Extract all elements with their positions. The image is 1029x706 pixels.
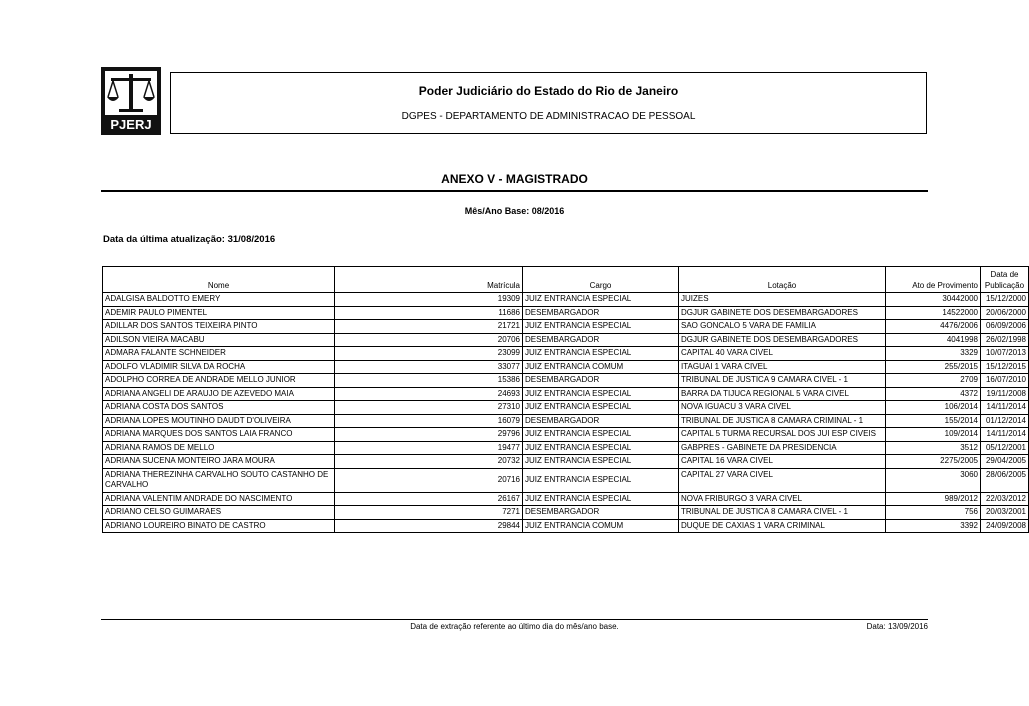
table-row	[103, 347, 1029, 361]
header-box	[170, 72, 927, 134]
cell-position: DESEMBARGADOR	[523, 306, 679, 320]
cell-act: 756	[886, 506, 981, 520]
table-header-row	[103, 267, 1029, 293]
table-row	[103, 441, 1029, 455]
cell-registration: 19477	[335, 441, 523, 455]
table-row	[103, 374, 1029, 388]
cell-date: 19/11/2008	[981, 387, 1029, 401]
cell-registration: 29844	[335, 519, 523, 533]
cell-name: ADRIANA SUCENA MONTEIRO JARA MOURA	[103, 455, 335, 469]
cell-registration: 27310	[335, 401, 523, 415]
cell-registration: 7271	[335, 506, 523, 520]
cell-name: ADILSON VIEIRA MACABU	[103, 333, 335, 347]
cell-act: 30442000	[886, 293, 981, 307]
cell-registration: 24693	[335, 387, 523, 401]
cell-date: 15/12/2000	[981, 293, 1029, 307]
magistrates-table	[102, 266, 1029, 533]
table-row	[103, 306, 1029, 320]
cell-registration: 26167	[335, 492, 523, 506]
cell-name: ADRIANO LOUREIRO BINATO DE CASTRO	[103, 519, 335, 533]
table-row	[103, 468, 1029, 492]
cell-assignment: CAPITAL 16 VARA CIVEL	[679, 455, 886, 469]
header-subtitle: DGPES - DEPARTAMENTO DE ADMINISTRACAO DE PESSOAL	[401, 111, 696, 122]
cell-position: DESEMBARGADOR	[523, 506, 679, 520]
column-header: Matrícula	[335, 267, 523, 293]
cell-position: JUIZ ENTRANCIA COMUM	[523, 360, 679, 374]
cell-act: 4041998	[886, 333, 981, 347]
table-row	[103, 387, 1029, 401]
cell-assignment: NOVA FRIBURGO 3 VARA CIVEL	[679, 492, 886, 506]
table-row	[103, 320, 1029, 334]
base-period: Mês/Ano Base: 08/2016	[464, 206, 565, 216]
cell-position: JUIZ ENTRANCIA ESPECIAL	[523, 468, 679, 492]
cell-act: 3512	[886, 441, 981, 455]
cell-assignment: ITAGUAI 1 VARA CIVEL	[679, 360, 886, 374]
cell-date: 05/12/2001	[981, 441, 1029, 455]
cell-name: ADALGISA BALDOTTO EMERY	[103, 293, 335, 307]
cell-name: ADRIANA MARQUES DOS SANTOS LAIA FRANCO	[103, 428, 335, 442]
cell-registration: 15386	[335, 374, 523, 388]
cell-registration: 20716	[335, 468, 523, 492]
cell-date: 14/11/2014	[981, 428, 1029, 442]
cell-name: ADOLFO VLADIMIR SILVA DA ROCHA	[103, 360, 335, 374]
cell-position: JUIZ ENTRANCIA ESPECIAL	[523, 401, 679, 415]
cell-date: 24/09/2008	[981, 519, 1029, 533]
footer-date: Data: 13/09/2016	[866, 622, 928, 631]
cell-position: JUIZ ENTRANCIA ESPECIAL	[523, 428, 679, 442]
cell-act: 4476/2006	[886, 320, 981, 334]
cell-act: 109/2014	[886, 428, 981, 442]
footer-note: Data de extração referente ao último dia do mês/ano base.	[410, 622, 619, 631]
logo-text: PJERJ	[110, 117, 152, 132]
cell-act: 2709	[886, 374, 981, 388]
cell-act: 106/2014	[886, 401, 981, 415]
cell-position: JUIZ ENTRANCIA ESPECIAL	[523, 347, 679, 361]
cell-assignment: DGJUR GABINETE DOS DESEMBARGADORES	[679, 333, 886, 347]
cell-act: 3392	[886, 519, 981, 533]
cell-date: 20/03/2001	[981, 506, 1029, 520]
table-row	[103, 414, 1029, 428]
table-row	[103, 293, 1029, 307]
cell-act: 4372	[886, 387, 981, 401]
cell-date: 20/06/2000	[981, 306, 1029, 320]
cell-assignment: TRIBUNAL DE JUSTICA 8 CAMARA CIVEL - 1	[679, 506, 886, 520]
cell-assignment: SAO GONCALO 5 VARA DE FAMILIA	[679, 320, 886, 334]
cell-position: JUIZ ENTRANCIA ESPECIAL	[523, 492, 679, 506]
cell-assignment: TRIBUNAL DE JUSTICA 9 CAMARA CIVEL - 1	[679, 374, 886, 388]
cell-position: DESEMBARGADOR	[523, 333, 679, 347]
column-header: Cargo	[523, 267, 679, 293]
header-title: Poder Judiciário do Estado do Rio de Janeiro	[418, 84, 679, 98]
cell-date: 16/07/2010	[981, 374, 1029, 388]
cell-date: 22/03/2012	[981, 492, 1029, 506]
cell-date: 29/04/2005	[981, 455, 1029, 469]
cell-registration: 21721	[335, 320, 523, 334]
cell-act: 2275/2005	[886, 455, 981, 469]
cell-registration: 33077	[335, 360, 523, 374]
cell-act: 155/2014	[886, 414, 981, 428]
footer-divider	[101, 619, 928, 620]
cell-assignment: CAPITAL 5 TURMA RECURSAL DOS JUI ESP CIVEIS	[679, 428, 886, 442]
table-row	[103, 506, 1029, 520]
cell-registration: 20706	[335, 333, 523, 347]
table-row	[103, 492, 1029, 506]
annex-title: ANEXO V - MAGISTRADO	[441, 172, 588, 186]
cell-date: 28/06/2005	[981, 468, 1029, 492]
cell-position: JUIZ ENTRANCIA ESPECIAL	[523, 455, 679, 469]
cell-act: 255/2015	[886, 360, 981, 374]
table-row	[103, 333, 1029, 347]
cell-registration: 16079	[335, 414, 523, 428]
cell-date: 10/07/2013	[981, 347, 1029, 361]
cell-registration: 19309	[335, 293, 523, 307]
cell-assignment: DUQUE DE CAXIAS 1 VARA CRIMINAL	[679, 519, 886, 533]
cell-assignment: JUIZES	[679, 293, 886, 307]
cell-assignment: TRIBUNAL DE JUSTICA 8 CAMARA CRIMINAL - 1	[679, 414, 886, 428]
cell-position: JUIZ ENTRANCIA COMUM	[523, 519, 679, 533]
cell-assignment: CAPITAL 40 VARA CIVEL	[679, 347, 886, 361]
cell-assignment: GABPRES - GABINETE DA PRESIDENCIA	[679, 441, 886, 455]
table-row	[103, 360, 1029, 374]
column-header: Ato de Provimento	[886, 267, 981, 293]
cell-name: ADRIANA COSTA DOS SANTOS	[103, 401, 335, 415]
cell-name: ADRIANA RAMOS DE MELLO	[103, 441, 335, 455]
cell-name: ADRIANA THEREZINHA CARVALHO SOUTO CASTANHO DE CARVALHO	[103, 468, 335, 492]
cell-registration: 20732	[335, 455, 523, 469]
cell-assignment: DGJUR GABINETE DOS DESEMBARGADORES	[679, 306, 886, 320]
cell-position: JUIZ ENTRANCIA ESPECIAL	[523, 320, 679, 334]
cell-date: 26/02/1998	[981, 333, 1029, 347]
table-row	[103, 455, 1029, 469]
cell-act: 3329	[886, 347, 981, 361]
cell-registration: 23099	[335, 347, 523, 361]
cell-position: JUIZ ENTRANCIA ESPECIAL	[523, 387, 679, 401]
cell-position: JUIZ ENTRANCIA ESPECIAL	[523, 293, 679, 307]
table-row	[103, 428, 1029, 442]
cell-name: ADILLAR DOS SANTOS TEIXEIRA PINTO	[103, 320, 335, 334]
cell-date: 06/09/2006	[981, 320, 1029, 334]
cell-act: 3060	[886, 468, 981, 492]
cell-act: 14522000	[886, 306, 981, 320]
cell-name: ADRIANA VALENTIM ANDRADE DO NASCIMENTO	[103, 492, 335, 506]
cell-date: 14/11/2014	[981, 401, 1029, 415]
column-header: Nome	[103, 267, 335, 293]
cell-assignment: CAPITAL 27 VARA CIVEL	[679, 468, 886, 492]
cell-assignment: BARRA DA TIJUCA REGIONAL 5 VARA CIVEL	[679, 387, 886, 401]
cell-registration: 11686	[335, 306, 523, 320]
cell-name: ADOLPHO CORREA DE ANDRADE MELLO JUNIOR	[103, 374, 335, 388]
cell-name: ADRIANO CELSO GUIMARAES	[103, 506, 335, 520]
cell-position: DESEMBARGADOR	[523, 414, 679, 428]
cell-date: 15/12/2015	[981, 360, 1029, 374]
title-divider	[101, 190, 928, 192]
cell-name: ADRIANA ANGELI DE ARAUJO DE AZEVEDO MAIA	[103, 387, 335, 401]
cell-name: ADEMIR PAULO PIMENTEL	[103, 306, 335, 320]
cell-name: ADMARA FALANTE SCHNEIDER	[103, 347, 335, 361]
column-header: Lotação	[679, 267, 886, 293]
cell-registration: 29796	[335, 428, 523, 442]
cell-assignment: NOVA IGUACU 3 VARA CIVEL	[679, 401, 886, 415]
table-row	[103, 519, 1029, 533]
table-row	[103, 401, 1029, 415]
cell-act: 989/2012	[886, 492, 981, 506]
last-update: Data da última atualização: 31/08/2016	[103, 234, 276, 245]
cell-name: ADRIANA LOPES MOUTINHO DAUDT D'OLIVEIRA	[103, 414, 335, 428]
cell-date: 01/12/2014	[981, 414, 1029, 428]
column-header: Data de Publicação	[981, 267, 1029, 293]
pjerj-logo	[101, 67, 161, 135]
cell-position: DESEMBARGADOR	[523, 374, 679, 388]
cell-position: JUIZ ENTRANCIA ESPECIAL	[523, 441, 679, 455]
